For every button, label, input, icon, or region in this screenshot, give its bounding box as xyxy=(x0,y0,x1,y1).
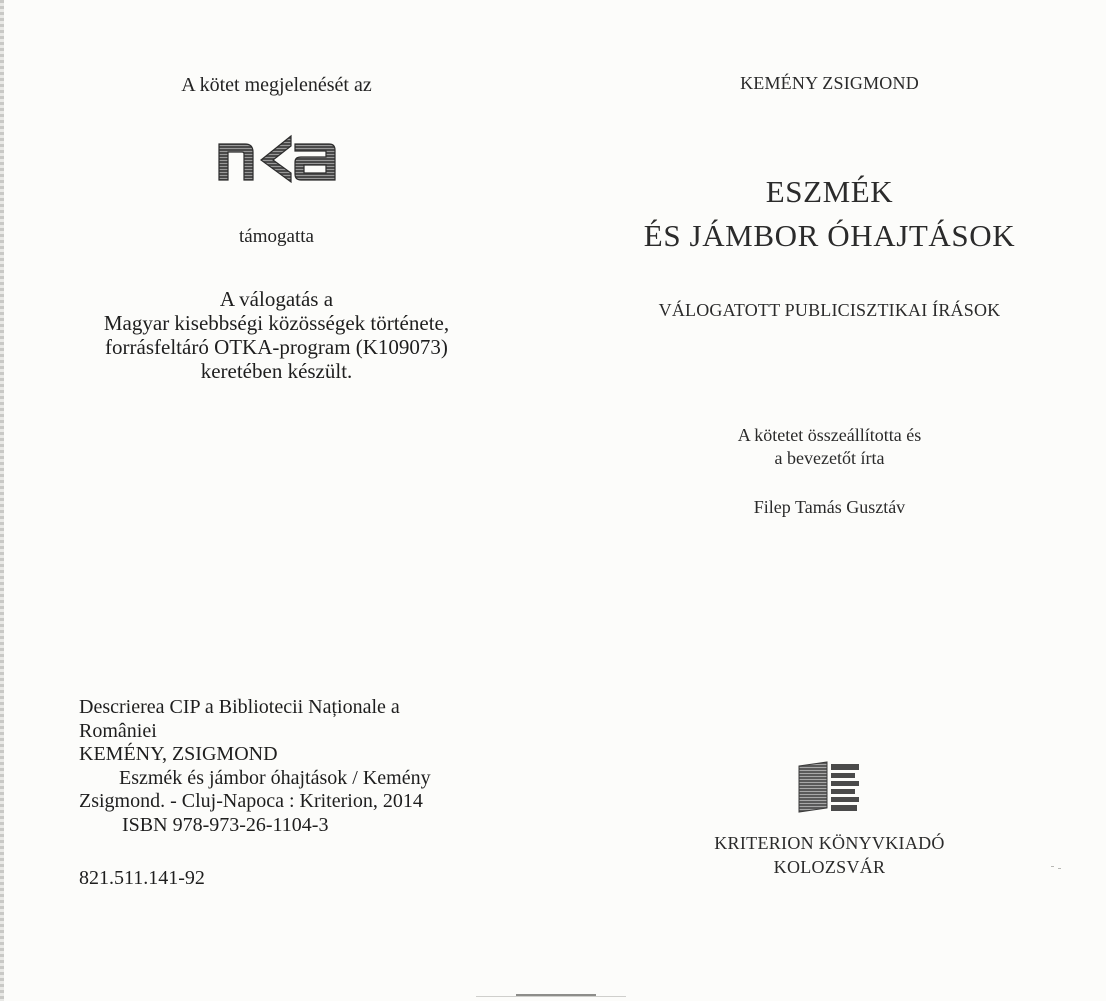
book-subtitle: VÁLOGATOTT PUBLICISZTIKAI ÍRÁSOK xyxy=(658,300,1001,320)
cip-heading-line: Descrierea CIP a Bibliotecii Naționale a xyxy=(79,696,400,718)
selection-note-line: Magyar kisebbségi közösségek története, xyxy=(103,311,450,335)
book-title-line: ÉS JÁMBOR ÓHAJTÁSOK xyxy=(643,218,1016,253)
compiled-by xyxy=(553,424,1106,470)
cip-heading-line: României xyxy=(79,719,157,742)
publisher xyxy=(553,831,1106,879)
publisher-name: KRITERION KÖNYVKIADÓ xyxy=(714,833,945,853)
cip-author: KEMÉNY, ZSIGMOND xyxy=(79,743,278,766)
publisher-city: KOLOZSVÁR xyxy=(773,857,886,877)
bottom-rule-dark xyxy=(516,994,596,996)
book-title xyxy=(553,170,1106,258)
scan-speck xyxy=(1058,868,1061,869)
cip-entry-line: Eszmék és jámbor óhajtások / Kemény xyxy=(119,766,431,789)
cip-record xyxy=(79,696,519,838)
selection-note-line: forrásfeltáró OTKA-program (K109073) xyxy=(105,335,448,359)
right-page xyxy=(553,0,1106,1001)
compiled-by-line: a bevezetőt írta xyxy=(774,448,885,468)
kriterion-book-logo-icon xyxy=(793,758,863,816)
classification-number: 821.511.141-92 xyxy=(79,867,205,889)
compiled-by-line: A kötetet összeállította és xyxy=(737,425,922,445)
bottom-rule xyxy=(476,996,626,997)
support-verb: támogatta xyxy=(239,226,314,247)
selection-note-line: keretében készült. xyxy=(200,359,353,383)
editor-name: Filep Tamás Gusztáv xyxy=(753,497,906,517)
selection-note xyxy=(0,287,553,383)
book-author: KEMÉNY ZSIGMOND xyxy=(740,73,919,93)
selection-note-line: A válogatás a xyxy=(219,287,334,311)
nka-logo-icon xyxy=(215,130,339,186)
support-line: A kötet megjelenését az xyxy=(181,74,372,96)
scan-speck xyxy=(1051,866,1054,867)
cip-isbn: ISBN 978-973-26-1104-3 xyxy=(122,813,329,836)
book-title-line: ESZMÉK xyxy=(765,174,894,209)
cip-entry-line: Zsigmond. - Cluj-Napoca : Kriterion, 2014 xyxy=(79,790,423,813)
